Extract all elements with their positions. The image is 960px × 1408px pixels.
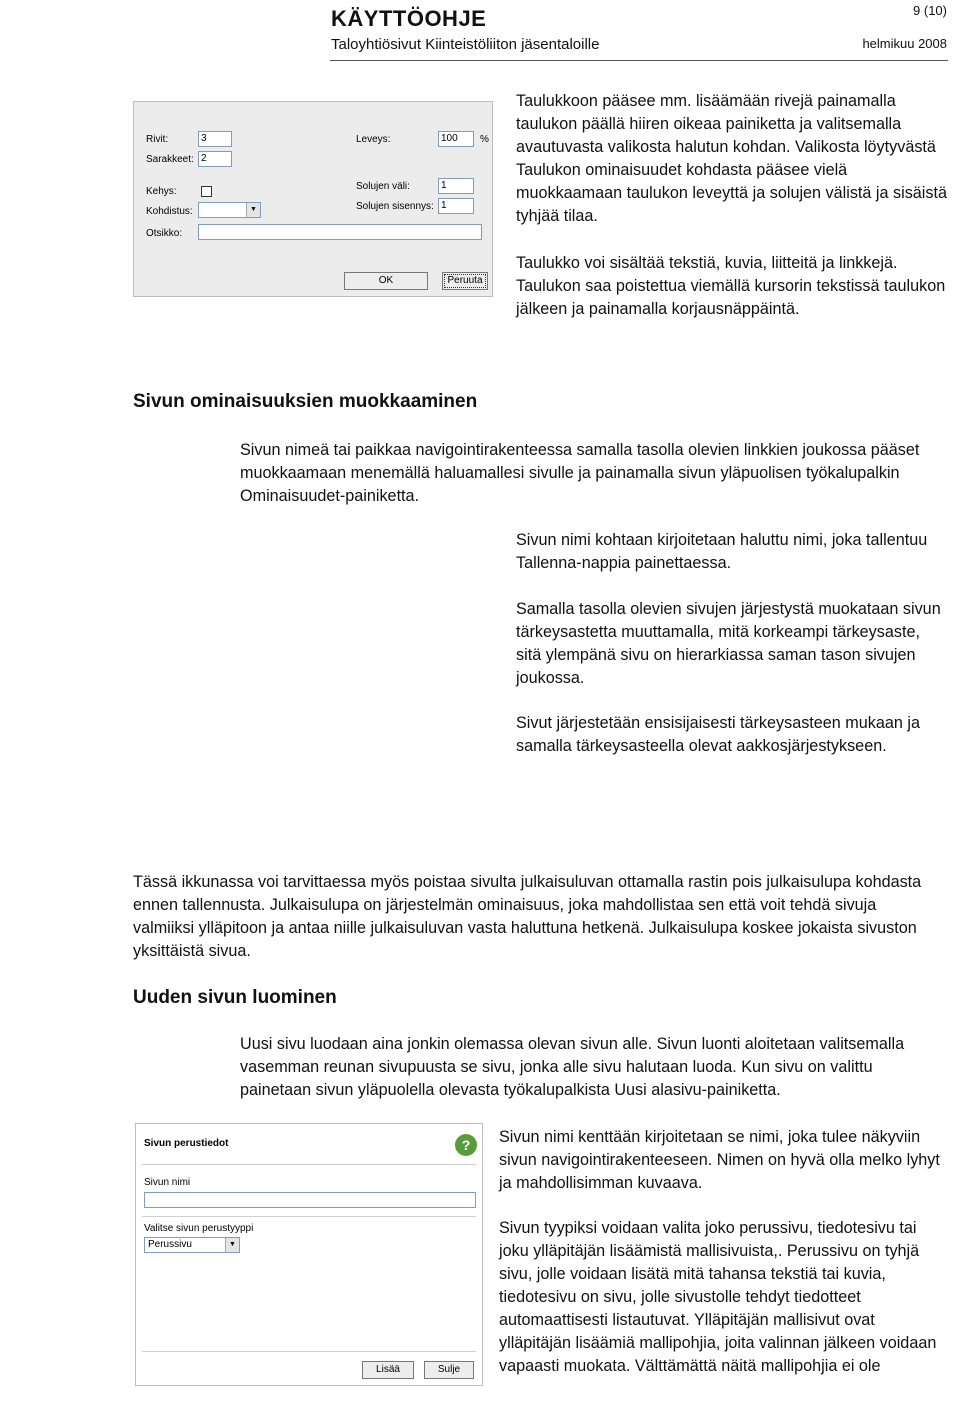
cellpadding-label: Solujen sisennys: (356, 201, 434, 212)
text-line: Sivun nimi kenttään kirjoitetaan se nimi, joka tulee näkyviin (499, 1128, 921, 1146)
text-line: tärkeysastetta muuttamalla, mitä korkeampi tärkeysaste, (516, 623, 920, 641)
text-line: joukossa. (516, 669, 585, 687)
divider (142, 1164, 476, 1165)
text-line: tyhjää tilaa. (516, 207, 598, 225)
chevron-down-icon: ▼ (225, 1238, 239, 1252)
table-content-paragraph (516, 252, 945, 321)
text-line: valmiiksi ylläpitoon ja antaa niille julkaisuluvan vasta haluttuna hetkenä. Julkaisulupa koskee jokaista sivuston (133, 919, 917, 937)
text-line: Sivun tyypiksi voidaan valita joko perussivu, tiedotesivu tai (499, 1219, 917, 1237)
caption-label: Otsikko: (146, 228, 183, 239)
text-line: Ominaisuudet-painiketta. (240, 487, 420, 505)
page-name-help-paragraph (499, 1126, 940, 1195)
cellspacing-input[interactable]: 1 (438, 178, 474, 194)
width-unit: % (480, 134, 489, 145)
border-label: Kehys: (146, 186, 177, 197)
ok-button[interactable]: OK (344, 272, 428, 290)
text-line: samalla tärkeysasteella olevat aakkosjärjestykseen. (516, 737, 887, 755)
chevron-down-icon: ▼ (246, 203, 260, 217)
border-checkbox[interactable] (201, 186, 212, 197)
page-number: 9 (10) (913, 3, 947, 18)
text-line: Taulukkoon pääsee mm. lisäämään rivejä painamalla (516, 92, 896, 110)
page-type-select[interactable] (144, 1237, 240, 1253)
text-line: jälkeen ja painamalla korjausnäppäintä. (516, 300, 800, 318)
sorting-paragraph (516, 712, 920, 758)
text-line: tiedotesivu on sivu, jolle sivustolle tehdyt tiedotteet (499, 1288, 861, 1306)
text-line: Uusi sivu luodaan aina jonkin olemassa olevan sivun alle. Sivun luonti aloitetaan valitsemalla (240, 1035, 905, 1053)
text-line: sivu, jolle voidaan lisätä mitä tahansa tekstiä tai kuvia, (499, 1265, 886, 1283)
text-line: Sivun nimeä tai paikkaa navigointirakenteessa samalla tasolla olevien linkkien joukossa pääset (240, 441, 920, 459)
document-title: KÄYTTÖOHJE (331, 6, 487, 31)
text-line: Sivun nimi kohtaan kirjoitetaan haluttu nimi, joka tallentuu (516, 531, 928, 549)
text-line: Taulukon saa poistettua viemällä kursorin tekstissä taulukon (516, 277, 946, 295)
publishing-paragraph (133, 871, 921, 963)
text-line: Taulukon ominaisuudet kohdasta pääsee vielä (516, 161, 848, 179)
divider (142, 1351, 476, 1352)
table-help-paragraph (516, 90, 947, 228)
text-line: Tallenna-nappia painettaessa. (516, 554, 732, 572)
dialog-title: Sivun perustiedot (144, 1138, 229, 1149)
text-line: muokkaamaan menemällä haluamallesi sivulle ja painamalla sivun yläpuolisen työkalupalkin (240, 464, 900, 482)
rows-input[interactable]: 3 (198, 131, 232, 147)
text-line: ja mahdollisimman kuvaava. (499, 1174, 703, 1192)
text-line: Tässä ikkunassa voi tarvittaessa myös poistaa sivulta julkaisuluvan ottamalla rastin pois julkaisulupa kohdasta (133, 873, 922, 891)
page-properties-paragraph (240, 439, 919, 508)
page-type-help-paragraph (499, 1217, 936, 1378)
table-properties-dialog (133, 101, 493, 297)
page-name-label: Sivun nimi (144, 1177, 191, 1188)
align-label: Kohdistus: (146, 206, 193, 217)
text-line: sitä ylempänä sivu on hierarkiassa saman tason sivujen (516, 646, 916, 664)
text-line: joku ylläpitäjän lisäämistä mallisivuista,. Perussivu on tyhjä (499, 1242, 920, 1260)
width-label: Leveys: (356, 134, 391, 145)
document-date: helmikuu 2008 (862, 36, 947, 51)
new-page-paragraph (240, 1033, 904, 1102)
page-name-paragraph (516, 529, 927, 575)
close-button[interactable]: Sulje (424, 1361, 474, 1379)
cancel-button[interactable]: Peruuta (442, 272, 488, 290)
help-icon[interactable]: ? (455, 1134, 477, 1156)
text-line: Sivut järjestetään ensisijaisesti tärkeysasteen mukaan ja (516, 714, 920, 732)
section-heading-new-page: Uuden sivun luominen (133, 987, 337, 1008)
cols-label: Sarakkeet: (146, 154, 194, 165)
text-line: Samalla tasolla olevien sivujen järjestystä muokataan sivun (516, 600, 941, 618)
align-select[interactable] (198, 202, 261, 218)
section-heading-page-properties: Sivun ominaisuuksien muokkaaminen (133, 391, 478, 412)
width-input[interactable]: 100 (438, 131, 474, 147)
text-line: Taulukko voi sisältää tekstiä, kuvia, liitteitä ja linkkejä. (516, 254, 898, 272)
document-subtitle: Taloyhtiösivut Kiinteistöliiton jäsentaloille (331, 36, 600, 53)
rows-label: Rivit: (146, 134, 169, 145)
text-line: muokkaamaan taulukon leveyttä ja solujen välistä ja sisäistä (516, 184, 948, 202)
text-line: taulukon päällä hiiren oikeaa painiketta ja valitsemalla (516, 115, 902, 133)
text-line: ylläpitäjän lisäämiä mallipohjia, joita valinnan jälkeen voidaan (499, 1334, 937, 1352)
page-type-label: Valitse sivun perustyyppi (144, 1223, 254, 1234)
cellspacing-label: Solujen väli: (356, 181, 410, 192)
header-rule (330, 60, 948, 61)
text-line: automaattisesti listautuvat. Ylläpitäjän mallisivut ovat (499, 1311, 875, 1329)
page-type-value: Perussivu (148, 1239, 192, 1250)
text-line: sivun navigointirakenteeseen. Nimen on hyvä olla melko lyhyt (499, 1151, 940, 1169)
page-basic-info-dialog (135, 1123, 483, 1386)
cellpadding-input[interactable]: 1 (438, 198, 474, 214)
text-line: vapaasti muokata. Välttämättä näitä mallipohjia ei ole (499, 1357, 881, 1375)
text-line: painetaan sivun yläpuolella olevasta työkalupalkista Uusi alasivu-painiketta. (240, 1081, 781, 1099)
divider (142, 1216, 476, 1217)
text-line: vasemman reunan sivupuusta se sivu, jonka alle sivu halutaan luoda. Kun sivu on valittu (240, 1058, 873, 1076)
ordering-paragraph (516, 598, 941, 690)
text-line: avautuvasta valikosta halutun kohdan. Valikosta löytyvästä (516, 138, 936, 156)
cols-input[interactable]: 2 (198, 151, 232, 167)
text-line: yksittäistä sivua. (133, 942, 251, 960)
text-line: ennen tallennusta. Julkaisulupa on järjestelmän ominaisuus, joka mahdollistaa sen että voit tehdä sivuja (133, 896, 877, 914)
caption-input[interactable] (198, 224, 482, 240)
add-button[interactable]: Lisää (362, 1361, 414, 1379)
page-name-input[interactable] (144, 1192, 476, 1208)
